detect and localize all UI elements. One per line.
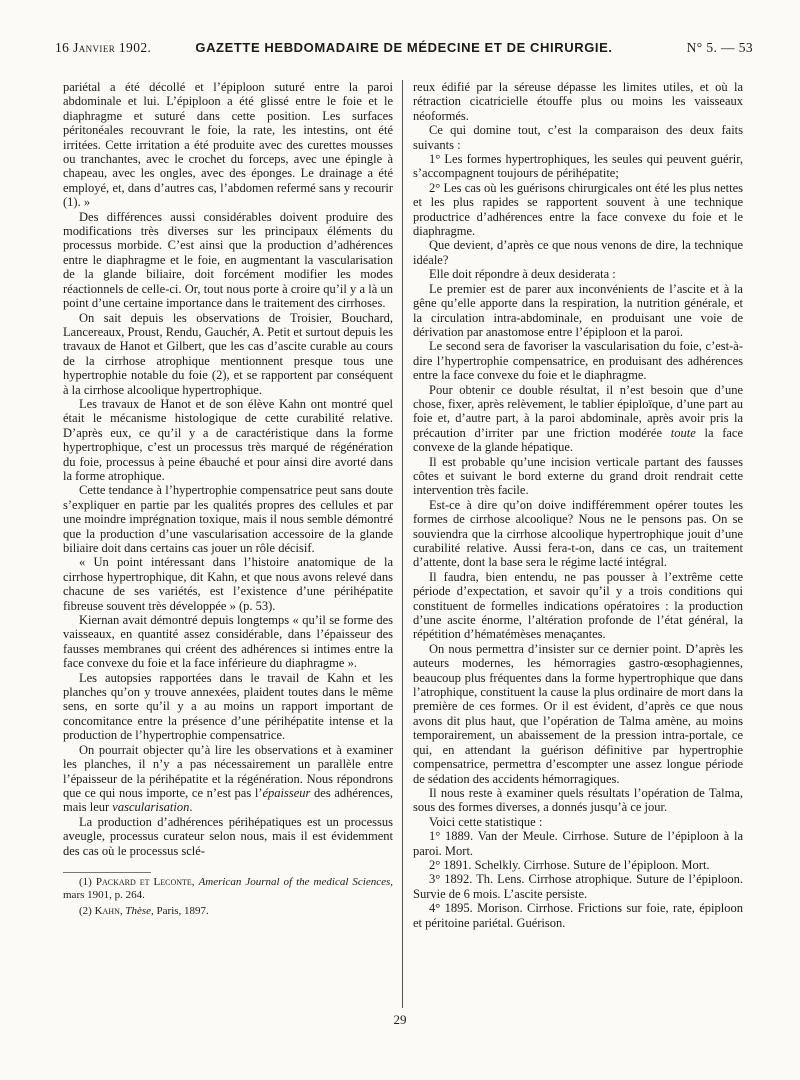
footnote-rule: [63, 872, 151, 873]
paragraph: La production d’adhérences périhépatiques est un processus aveugle, processus curateur selon nous, mais il est évidemment des cas où le processus sclé-: [63, 814, 393, 858]
paragraph: 2° Les cas où les guérisons chirurgicales ont été les plus nettes et les plus rapides se rapportent souvent à une technique productrice d’adhérences entre la face convexe du foie et le diaphragme.: [413, 180, 743, 239]
emphasis: toute: [670, 425, 696, 440]
text-run: , Paris, 1897.: [151, 904, 209, 917]
paragraph: Le second sera de favoriser la vascularisation du foie, c’est-à-dire l’hypertrophie compensatrice, en produisant des adhérences entre la face convexe du foie et le diaphragme.: [413, 339, 743, 383]
paragraph: Elle doit répondre à deux desiderata :: [429, 267, 616, 282]
emphasis: vascularisation: [112, 800, 190, 815]
text-run: ,: [191, 875, 199, 888]
paragraph: Il faudra, bien entendu, ne pas pousser à l’extrême cette période d’expectation, et savoir qu’il y a trois conditions qui constituent de formelles indications opératoires : la production d’une ascite énorme, l’altération profonde de l’état général, la répétition d’hématémèses menaçantes.: [413, 569, 743, 642]
header-issue-page: N° 5. — 53: [686, 40, 753, 55]
text-run: (2): [79, 904, 95, 917]
header-date: 16 Janvier 1902.: [55, 40, 152, 55]
running-header: [55, 38, 753, 60]
paragraph: « Un point intéressant dans l’histoire anatomique de la cirrhose hypertrophique, dit Kahn, et que nous avons relevé dans chacune de ses variétés, est l’existence d’une périhépatite fibreuse souvent très développée » (p. 53).: [63, 555, 393, 613]
paragraph: [63, 743, 393, 815]
paragraph: reux édifié par la séreuse dépasse les limites utiles, et où la rétraction cicatricielle étouffe plus ou moins les vaisseaux néoformés.: [413, 80, 743, 123]
text-run: (1): [79, 875, 96, 888]
emphasis: épaisseur: [262, 785, 311, 800]
footnote-title: Thèse: [125, 904, 152, 917]
paragraph: Des différences aussi considérables doivent produire des modifications très diverses sur les principaux éléments du processus morbide. C’est ainsi que la production d’adhérences entre le diaphragme et le foie, en augmentant la vascularisation de la glande biliaire, doit forcément modifier les modes réactionnels de celle-ci. Or, tout nous porte à croire qu’il y a là un point d’une certaine importance dans le traitement des cirrhoses.: [63, 209, 393, 311]
paragraph: Voici cette statistique :: [429, 814, 543, 829]
footnote-author: Packard et Leconte: [95, 875, 192, 888]
paragraph: Ce qui domine tout, c’est la comparaison des deux faits suivants :: [413, 123, 743, 152]
footnote: [63, 905, 393, 918]
paragraph: Il nous reste à examiner quels résultats l’opération de Talma, sous des formes diverses, a donnés jusqu’à ce jour.: [413, 785, 743, 815]
column-divider: [402, 80, 403, 1008]
left-column: [63, 80, 393, 1008]
header-journal-title: GAZETTE HEBDOMADAIRE DE MÉDECINE ET DE CHIRURGIE.: [195, 40, 613, 55]
paragraph: Est-ce à dire qu’on doive indifféremment opérer toutes les formes de cirrhose alcoolique? Nous ne le pensons pas. On se souviendra que la cirrhose alcoolique hypertrophique jouit d’une curabilité relative. Aussi fera-t-on, dans ce cas, un traitement d’attente, dont la base sera le régime lacté intégral.: [413, 497, 743, 570]
paragraph: [413, 383, 743, 455]
paragraph: Cette tendance à l’hypertrophie compensatrice peut sans doute s’expliquer en partie par les qualités propres des cellules et par une moindre imprégnation toxique, mais il nous semble démontré que la production d’une vascularisation accessoire de la glande biliaire doit dans certains cas jouer un rôle décisif.: [63, 483, 393, 555]
paragraph: On nous permettra d’insister sur ce dernier point. D’après les auteurs modernes, les hémorragies gastro-œsophagiennes, beaucoup plus fréquentes dans la forme hypertrophique que dans l’atrophique, constituent la cause la plus ordinaire de mort dans la première de ces formes. Or il est évident, d’après ce que nous avons dit plus haut, que l’opération de Talma amène, au moins temporairement, un abaissement de la pression intra-portale, ce qui, en attendant la guérison définitive par hypertrophie compensatrice, permettra d’escompter une assez longue période de sédation des accidents hémorragiques.: [413, 641, 743, 786]
statistic-item: 4° 1895. Morison. Cirrhose. Frictions sur foie, rate, épiploon et péritoine pariétal. Guérison.: [413, 901, 743, 930]
statistic-item: 2° 1891. Schelkly. Cirrhose. Suture de l’épiploon. Mort.: [429, 857, 710, 872]
statistic-item: 1° 1889. Van der Meule. Cirrhose. Suture de l’épiploon à la paroi. Mort.: [413, 829, 743, 858]
paragraph: Le premier est de parer aux inconvénients de l’ascite et à la gêne qu’elle apporte dans la respiration, la nutrition générale, et la circulation intra-abdominale, en produisant une voie de dérivation par anastomose entre l’épiploon et la paroi.: [413, 281, 743, 339]
footnote-author: Kahn: [94, 904, 120, 917]
footnote-title: American Journal of the medical Sciences: [198, 875, 391, 888]
text-run: des adhérences, mais leur: [63, 785, 393, 815]
paragraph: Les travaux de Hanot et de son élève Kahn ont montré quel était le mécanisme histologique de cette curabilité relative. D’après eux, ce qu’il y a de caractéristique dans la forme hypertrophique, c’est un processus très marqué de régénération du foie, processus à peine ébauché et pour ainsi dire avorté dans la forme atrophique.: [63, 396, 393, 483]
paragraph: Les autopsies rapportées dans le travail de Kahn et les planches qu’on y trouve annexées, plaident toutes dans le même sens, en sorte qu’il y a au moins un rapport important de concomitance entre la présence d’une périhépatite intense et la production de l’hypertrophie compensatrice.: [63, 670, 393, 743]
paragraph: Kiernan avait démontré depuis longtemps « qu’il se forme des vaisseaux, en quantité assez considérable, dans l’épaisseur des fausses membranes qui créent des adhérences si intimes entre la face convexe du foie et la face inférieure du diaphragme ».: [63, 613, 393, 671]
paragraph: pariétal a été décollé et l’épiploon suturé entre la paroi abdominale et lui. L’épiploon a été glissé entre le foie et le diaphragme et suturé dans cette position. Les surfaces péritonéales recouvrant le foie, la rate, les intestins, ont été irritées. Cette irritation a été produite avec des curettes mousses ou tranchantes, avec le crochet du forceps, avec une épingle à chapeau, avec les ongles, avec des éponges. Le drainage a été employé, et, dans d’autres cas, l’abdomen refermé sans y recourir (1). »: [63, 80, 393, 210]
paragraph: Il est probable qu’une incision verticale partant des fausses côtes et suivant le bord externe du grand droit rendrait cette intervention très facile.: [413, 454, 743, 498]
text-run: ,: [119, 904, 126, 917]
statistic-item: 3° 1892. Th. Lens. Cirrhose atrophique. Suture de l’épiploon. Survie de 6 mois. L’ascite persiste.: [413, 872, 743, 901]
paragraph: 1° Les formes hypertrophiques, les seules qui peuvent guérir, s’accompagnent toujours de périhépatite;: [413, 152, 743, 181]
text-run: .: [189, 800, 193, 815]
page-number: 29: [393, 1012, 407, 1027]
paragraph: On sait depuis les observations de Troisier, Bouchard, Lancereaux, Proust, Rendu, Gauchér, A. Petit et surtout depuis les travaux de Hanot et Gilbert, que les cas d’ascite curable au cours de la cirrhose atrophique mentionnent presque tous une hypertrophie notable du foie (2), et se rapportent par conséquent à la cirrhose alcoolique hypertrophique.: [63, 310, 393, 397]
article-body: [63, 80, 755, 1008]
text-run: On pourrait objecter qu’à lire les observations et à examiner les planches, il n’y a pas nécessairement un parallèle entre l’épaisseur de la périhépatite et la régénération. Nous répondrons que ce qui nous importe, ce n’est pas l’: [63, 742, 393, 800]
text-run: , mars 1901, p. 264.: [63, 875, 393, 901]
right-column: [413, 80, 743, 1008]
text-run: Pour obtenir ce double résultat, il n’est besoin que d’une chose, fixer, après relèvement, le tablier épiploïque, d’une part au foie et, d’autre part, à la paroi abdominale, après avoir pris la précaution d’irriter par une friction modérée: [413, 382, 743, 440]
text-run: la face convexe de la glande hépatique.: [413, 425, 743, 455]
footnote: [63, 876, 393, 902]
paragraph: Que devient, d’après ce que nous venons de dire, la technique idéale?: [413, 238, 743, 267]
